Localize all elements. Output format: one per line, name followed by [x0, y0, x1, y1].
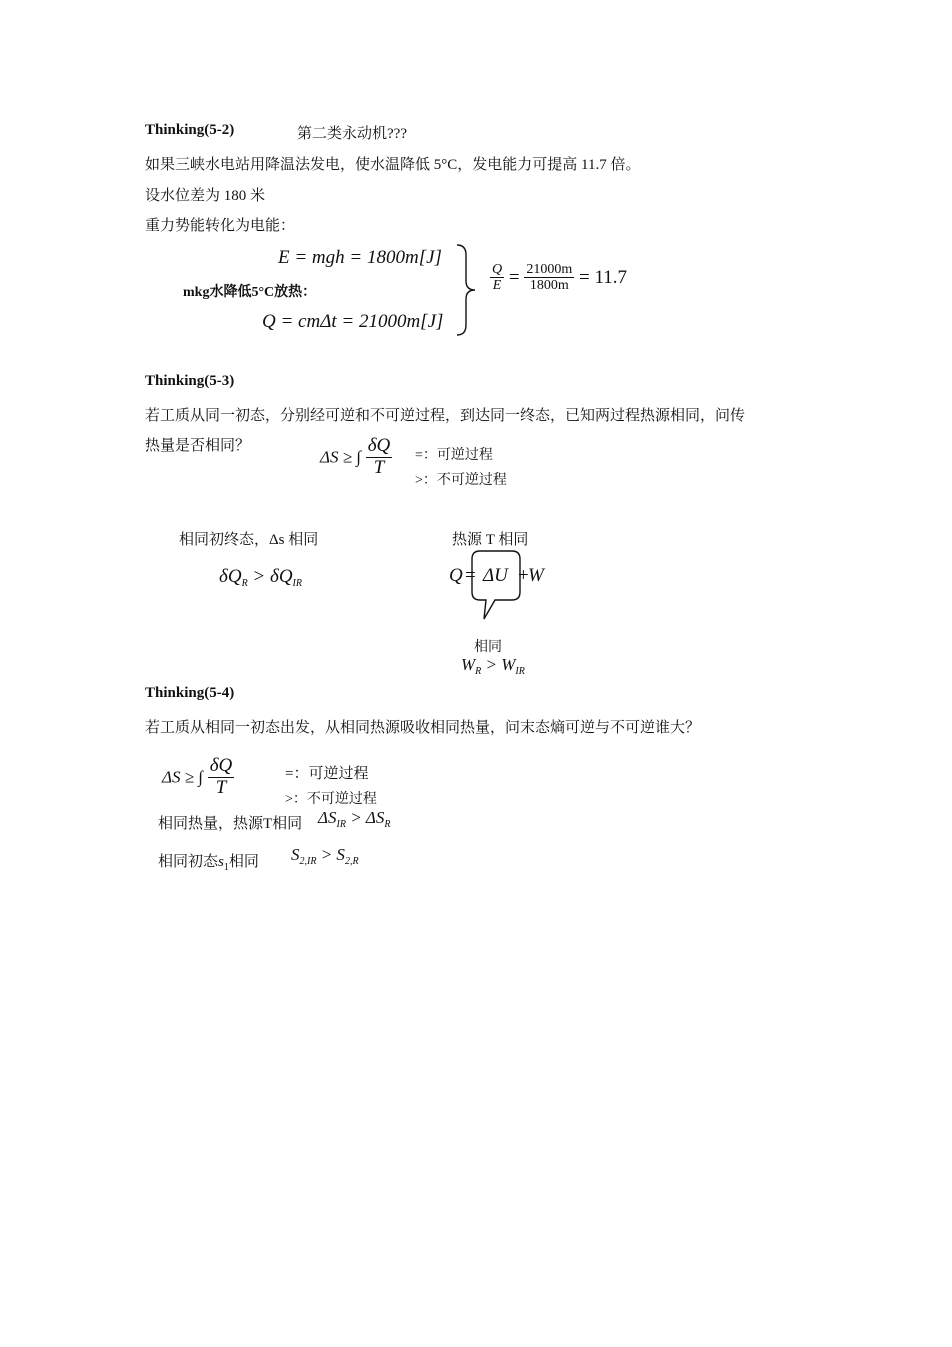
- right-brace-icon: [455, 243, 479, 337]
- fraction-dq-t: [208, 756, 235, 799]
- first-law-q: Q: [449, 565, 463, 586]
- equals-sign: =: [465, 565, 476, 586]
- fraction-denominator: T: [373, 456, 385, 478]
- inequality-lhs: ΔS ≥ ∫: [162, 767, 203, 787]
- label-same-source: 热源 T 相同: [452, 532, 529, 548]
- text-line: 若工质从同一初态，分别经可逆和不可逆过程，到达同一终态，已知两过程热源相同，问传: [145, 408, 746, 424]
- fraction-denominator: T: [215, 776, 227, 798]
- heading-5-2: Thinking(5-2): [145, 122, 235, 138]
- equation-heat: Q = cmΔt = 21000m[J]: [262, 311, 444, 332]
- text-line: 热量是否相同？: [145, 438, 251, 454]
- inequality-lhs: ΔS ≥ ∫: [320, 447, 361, 467]
- label-same-states: 相同初终态，Δs 相同: [179, 532, 319, 548]
- heading-5-3: Thinking(5-3): [145, 373, 235, 389]
- equals-sign: =: [508, 266, 520, 288]
- label-same-initial: 相同初态$s_1$相同: [158, 854, 259, 873]
- fraction-numerator: 21000m: [526, 262, 573, 277]
- first-law-w: W: [528, 565, 544, 586]
- case-irreversible: >：不可逆过程: [415, 473, 507, 488]
- fraction-q-e: [490, 262, 504, 294]
- text-line: 若工质从相同一初态出发，从相同热源吸收相同热量，问末态熵可逆与不可逆谁大？: [145, 720, 701, 736]
- fraction-ratio: [524, 262, 574, 294]
- case-reversible: =：可逆过程: [415, 448, 493, 463]
- fraction-denominator: 1800m: [529, 278, 569, 294]
- fraction-denominator: E: [492, 278, 502, 294]
- fraction-numerator: δQ: [209, 755, 233, 776]
- text-line: 重力势能转化为电能：: [145, 218, 296, 234]
- text-line: 如果三峡水电站用降温法发电，使水温降低 5°C，发电能力可提高 11.7 倍。: [145, 157, 641, 173]
- final-entropy-comparison: $S_{2,IR} > S_{2,R}$: [291, 845, 359, 867]
- ratio-result: = 11.7: [578, 266, 627, 288]
- callout-label: 相同: [474, 640, 502, 655]
- label-same-heat: 相同热量，热源T相同: [158, 816, 303, 832]
- subtitle-5-2: 第二类永动机???: [297, 126, 407, 142]
- entropy-inequality: [320, 436, 392, 479]
- fraction-numerator: Q: [492, 262, 503, 277]
- entropy-change-comparison: $\Delta S_{IR} > \Delta S_R$: [318, 808, 391, 830]
- text-line: 设水位差为 180 米: [145, 188, 266, 204]
- fraction-numerator: δQ: [367, 435, 391, 456]
- work-comparison: $W_R > W_{IR}$: [461, 655, 525, 677]
- heading-5-4: Thinking(5-4): [145, 685, 235, 701]
- label-mkg: mkg水降低5°C放热：: [183, 285, 317, 300]
- first-law-du: ΔU: [483, 565, 508, 586]
- entropy-inequality: [162, 756, 234, 799]
- ratio-equation: [490, 262, 627, 294]
- case-irreversible: >：不可逆过程: [285, 792, 377, 807]
- plus-sign: +: [518, 565, 529, 586]
- case-reversible: =：可逆过程: [285, 766, 369, 782]
- heat-comparison: $\delta Q_R > \delta Q_{IR}$: [219, 566, 302, 589]
- equation-energy: E = mgh = 1800m[J]: [278, 247, 442, 268]
- fraction-dq-t: [366, 436, 393, 479]
